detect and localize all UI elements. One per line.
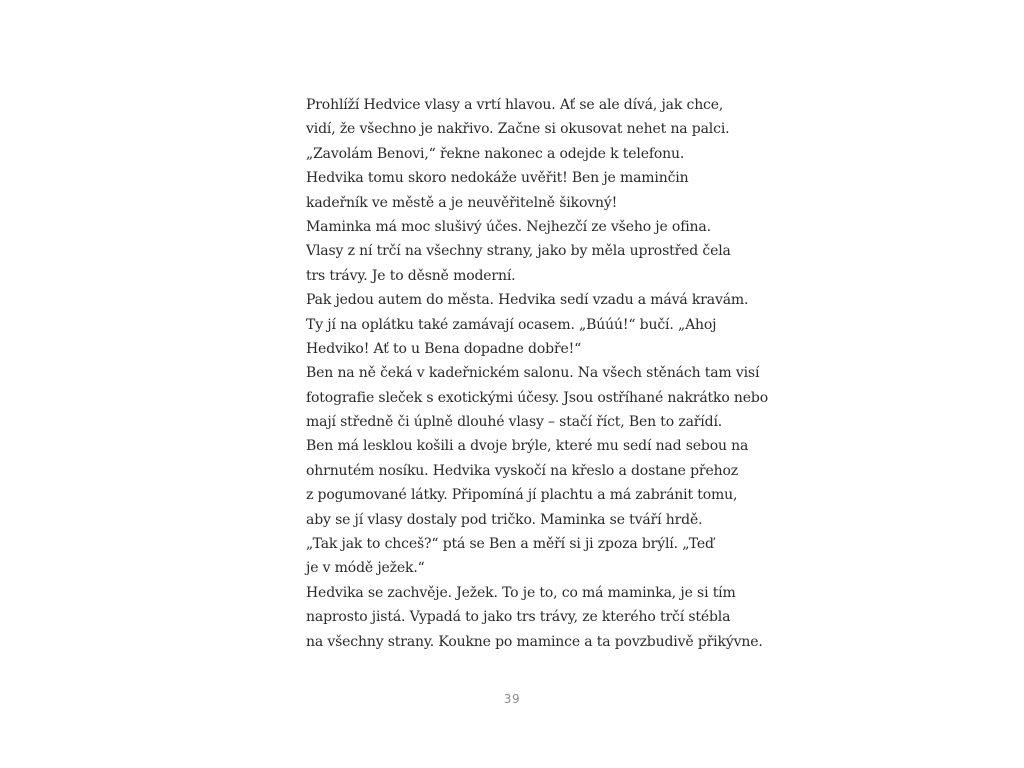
text-line: Ben na ně čeká v kadeřnickém salonu. Na všech stěnách tam visí <box>306 365 760 382</box>
text-line: Pak jedou autem do města. Hedvika sedí vzadu a mává kravám. <box>306 292 749 309</box>
text-line: Hedviko! Ať to u Bena dopadne dobře!“ <box>306 340 582 357</box>
text-line: naprosto jistá. Vypadá to jako trs trávy, ze kterého trčí stébla <box>306 609 731 626</box>
text-line: „Tak jak to chceš?“ ptá se Ben a měří si ji zpoza brýlí. „Teď <box>306 536 714 553</box>
text-line: Ty jí na oplátku také zamávají ocasem. „Búúú!“ bučí. „Ahoj <box>306 316 717 333</box>
text-line: je v módě ježek.“ <box>306 560 425 577</box>
text-line: na všechny strany. Koukne po mamince a ta povzbudivě přikývne. <box>306 633 763 650</box>
text-line: Vlasy z ní trčí na všechny strany, jako by měla uprostřed čela <box>306 243 731 260</box>
text-line: trs trávy. Je to děsně moderní. <box>306 267 516 284</box>
text-line: aby se jí vlasy dostaly pod tričko. Maminka se tváří hrdě. <box>306 511 703 528</box>
text-line: Hedvika se zachvěje. Ježek. To je to, co má maminka, je si tím <box>306 584 736 601</box>
text-line: Prohlíží Hedvice vlasy a vrtí hlavou. Ať se ale dívá, jak chce, <box>306 97 724 113</box>
text-line: vidí, že všechno je nakřivo. Začne si okusovat nehet na palci. <box>306 121 730 138</box>
body-text <box>306 93 769 654</box>
text-line: z pogumované látky. Připomíná jí plachtu a má zabránit tomu, <box>306 487 738 504</box>
text-line: mají středně či úplně dlouhé vlasy – stačí říct, Ben to zařídí. <box>306 414 723 431</box>
text-line: „Zavolám Benovi,“ řekne nakonec a odejde k telefonu. <box>306 145 685 162</box>
text-line: kadeřník ve městě a je neuvěřitelně šikovný! <box>306 194 618 211</box>
text-line: Maminka má moc slušivý účes. Nejhezčí ze všeho je ofina. <box>306 218 711 235</box>
text-line: Ben má lesklou košili a dvoje brýle, které mu sedí nad sebou na <box>306 438 749 455</box>
text-line: fotografie sleček s exotickými účesy. Jsou ostříhané nakrátko nebo <box>306 389 769 406</box>
page-number: 39 <box>503 692 521 706</box>
text-line: Hedvika tomu skoro nedokáže uvěřit! Ben je maminčin <box>306 170 689 187</box>
text-line: ohrnutém nosíku. Hedvika vyskočí na křeslo a dostane přehoz <box>306 462 738 479</box>
